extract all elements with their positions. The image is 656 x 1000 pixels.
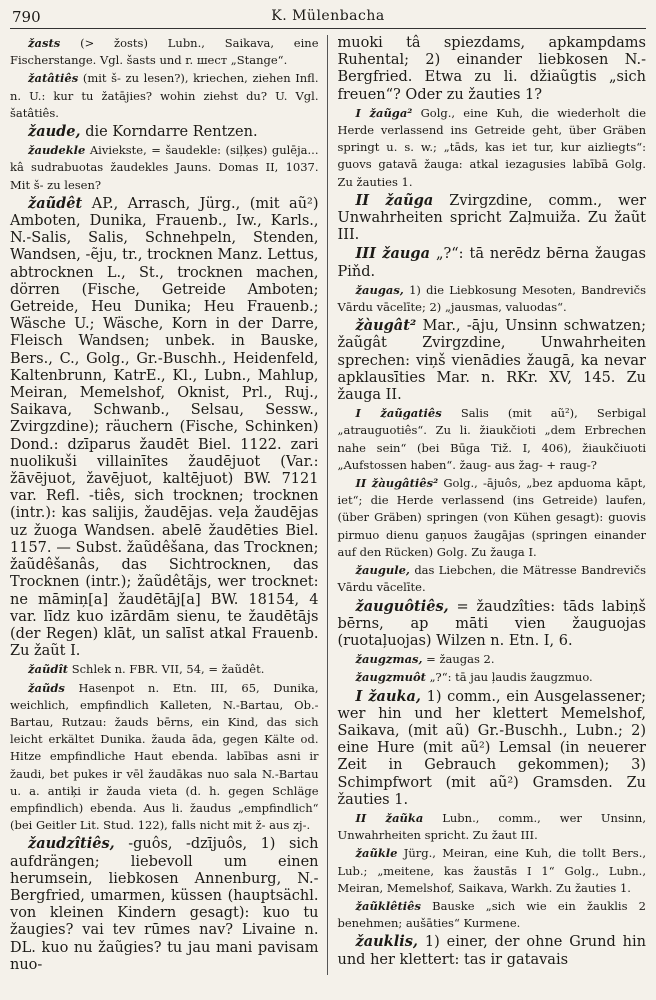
dictionary-entry — [10, 835, 319, 974]
entry-headword: III žauga — [355, 245, 430, 263]
entry-definition: Hasenpot n. Etn. III, 65, Dunika, weichlich, empfindlich Kalleten, N.-Bartau, Ob.-Bartau, Rutzau: žauds bērns, ein Kind, das sich leicht erkältet Dunika. žauda āda, gegen Kälte od. Hitze empfindliche Haut ebenda. labības asni ir žaudi, bet pukes ir vēl žaudākas nuo sala N.-Bartau u. a. antiķi ir žauda vieta (d. h. gegen Schläge empfindlich) ebenda. Aus li. žaudus „empfindlich“ (bei Geitler Lit. Stud. 122), falls nicht mit ž- aus zj-. — [10, 680, 319, 833]
entry-headword: žatâtiês — [28, 71, 79, 86]
two-column-body — [10, 35, 646, 975]
dictionary-entry — [338, 562, 647, 596]
entry-headword: žaugas, — [355, 282, 404, 297]
entry-headword: II žaũka — [355, 810, 424, 825]
entry-definition: die Korndarre Rentzen. — [85, 124, 258, 141]
entry-headword: žaugzmuôt — [355, 670, 426, 685]
entry-definition: 1) einer, der ohne Grund hin und her klettert: tas ir gatavais — [337, 934, 646, 968]
entry-definition: = žaudzîties: tāds labiņš bērns, ap māti vien žauguojas (ruotaļuojas) Wilzen n. Etn. I, 6. — [337, 598, 646, 649]
dictionary-entry — [338, 845, 647, 897]
dictionary-entry — [338, 282, 647, 316]
entry-headword: žauguôtiês, — [355, 597, 449, 615]
left-column — [10, 35, 328, 975]
entry-definition: AP., Arrasch, Jürg., (mit aũ²) Amboten, Dunika, Frauenb., Iw., Karls., N.-Salis, Salis, Schnehpeln, Stenden, Wandsen, -ẽju, tr., trocknen Manz. Lettus, abtrocknen L., St., trocknen machen, dörren (Fische, Getreide Amboten; Getreide, Heu Dunika; Heu Frauenb.; Wäsche U.; Wäsche, Korn in der Darre, Fleisch Wandsen; unbek. in Bauske, Bers., C., Golg., Gr.-Buschh., Heidenfeld, Kaltenbrunn, KatrE., Kl., Lubn., Mahlup, Meiran, Memelshof, Oknist, Prl., Ruj., Saikava, Schwanb., Selsau, Sessw., Zvirgzdine); räuchern (Fische, Schinken) Dond.: dzīparus žaudēt Biel. 1122. zari nuolikuši villainītes žaudējuot (Var.: žāvējuot, žavējuot, kaltējuot) BW. 7121 var. Refl. -tiês, sich trocknen; trocknen (intr.): kas salijis, žaudējas. veļa žaudējas uz žuoga Wandsen. abelē žaudēties Biel. 1157. — Subst. žaũdêšana, das Trocknen; žaũdêšanâs, das Sichtrocknen, das Trocknen (intr.); žaũdêtãjs, wer trocknet: ne māmiņ[a] žaudētāj[a] BW. 18154, 4 var. līdz kuo izārdām sienu, te žaudētājs (der Regen) klāt, un salīst atkal Frauenb. Zu žaũt I. — [10, 195, 319, 660]
entry-definition: Golg., -ājuôs, „bez apduoma kāpt, iet“; die Herde verlassend (ins Getreide) laufen, (über Gräben) springen (von Kühen gesagt): guovis pirmuo dienu gaņuos žaugājas (springen einander auf den Rücken) Golg. Zu žauga I. — [337, 476, 647, 559]
entry-definition: (> žosts) Lubn., Saikava, eine Fischerstange. Vgl. šasts und r. шест „Stange“. — [10, 36, 319, 68]
entry-definition: Aiviekste, = šaudekle: (siļķes) gulēja... kâ sudrabuotas žaudekles Jauns. Domas II, 1037. Mit š- zu lesen? — [10, 143, 319, 192]
entry-definition: Salis (mit aũ²), Serbigal „atrauguotiês“. Zu li. žiaukčioti „dem Erbrechen nahe sein“ (bei Būga Tiž. I, 406), žiaukčiuoti „Aufstossen haben“. žaug- aus žag- + raug-? — [337, 406, 647, 472]
running-title: K. Mülenbacha — [271, 8, 385, 24]
entry-headword: I žauka, — [355, 687, 421, 705]
entry-headword: žàugât² — [355, 317, 417, 335]
dictionary-entry — [10, 680, 319, 835]
entry-headword: žaudzîtiês, — [28, 835, 115, 853]
dictionary-entry — [10, 123, 319, 141]
entry-definition: „?“: tā nerēdz bērna žaugas Piňd. — [337, 246, 646, 280]
entry-headword: žaude, — [28, 123, 81, 141]
entry-definition: Schlek n. FBR. VII, 54, = žaũdêt. — [71, 662, 265, 677]
dictionary-entry — [338, 105, 647, 191]
entry-definition: -guôs, -dzījuôs, 1) sich aufdrängen; liebevoll um einen herumsein, liebkosen Annenburg, N.-Bergfried, umarmen, küssen (hauptsächl. von kleinen Kindern gesagt): kuo tu žaugies? vai tev rūmes nav? Livaine n. DL. kuo nu žaũgies? tu jau mani pavisam nuo- — [10, 836, 319, 973]
dictionary-entry — [338, 245, 647, 280]
entry-definition: „?“: tā jau ļaudis žaugzmuo. — [429, 670, 593, 685]
dictionary-entry — [338, 192, 647, 245]
entry-headword: žaudekle — [28, 143, 86, 158]
entry-headword: II žaũga — [355, 191, 434, 209]
entry-definition: Golg., eine Kuh, die wiederholt die Herde verlassend ins Getreide geht, über Gräben springt u. s. w.; „tāds, kas iet tur, kur aizliegts“: guovs gatavā žauga: atkal iezagusies labībā Golg. Zu žauties 1. — [337, 105, 646, 189]
page-number: 790 — [12, 8, 41, 26]
dictionary-entry — [338, 405, 647, 474]
entry-headword: žauklis, — [355, 933, 418, 951]
entry-definition: Lubn., comm., wer Unsinn, Unwahrheiten spricht. Zu žaut III. — [337, 810, 646, 843]
dictionary-entry — [10, 35, 319, 69]
entry-headword: žaũds — [28, 680, 65, 695]
dictionary-entry — [338, 810, 647, 844]
dictionary-entry — [10, 70, 319, 122]
entry-headword: I žaũgatiês — [355, 406, 442, 421]
entry-headword: žasts — [28, 36, 61, 50]
entry-definition: muoki tâ spiezdams, apkampdams Ruhental; 2) einander liebkosen N.-Bergfried. Etwa zu li. džiaũgtis „sich freuen“? Oder zu žauties 1? — [337, 35, 646, 103]
right-column — [338, 35, 647, 975]
entry-definition: Jürg., Meiran, eine Kuh, die tollt Bers., Lub.; „meitene, kas žaustās I 1“ Golg., Lubn., Meiran, Memelshof, Saikava, Warkh. Zu žauties 1. — [337, 846, 646, 895]
entry-headword: žaũklêtiês — [355, 898, 421, 913]
entry-definition: Zvirgzdine, comm., wer Unwahrheiten spricht Zaļmuiža. Zu žaũt III. — [337, 192, 647, 244]
entry-headword: žaũkle — [355, 846, 398, 861]
entry-definition: Mar., -āju, Unsinn schwatzen; žaũgât Zvirgzdine, Unwahrheiten sprechen: viņš vienādies žaugā, ka nevar apklausīties Mar. n. RKr. XV, 145. Zu žauga II. — [337, 318, 647, 404]
entry-headword: žaũdît — [28, 662, 69, 677]
entry-definition: 1) die Liebkosung Mesoten, Bandrevičs Vārdu vācelīte; 2) „jausmas, valuodas“. — [337, 282, 647, 315]
dictionary-entry — [338, 35, 647, 104]
dictionary-entry — [338, 317, 647, 404]
entry-headword: žaũdêt — [28, 194, 83, 212]
dictionary-entry — [338, 475, 647, 561]
entry-headword: žaugule, — [355, 563, 410, 578]
entry-definition: = žaugas 2. — [426, 652, 495, 667]
dictionary-entry — [338, 651, 647, 668]
entry-definition: (mit š- zu lesen?), kriechen, ziehen Infl. n. U.: kur tu žatājies? wohin ziehst du? U. Vgl. šatâtiês. — [10, 71, 319, 120]
entry-definition: Bauske „sich wie ein žauklis 2 benehmen; aušāties“ Kurmene. — [337, 898, 647, 931]
dictionary-entry — [338, 898, 647, 932]
entry-headword: žaugzmas, — [355, 652, 423, 667]
dictionary-entry — [338, 688, 647, 809]
entry-headword: II žàugâtiês² — [355, 476, 439, 491]
entry-definition: das Liebchen, die Mätresse Bandrevičs Vārdu vācelīte. — [337, 563, 647, 595]
dictionary-entry — [338, 933, 647, 968]
dictionary-entry — [338, 598, 647, 651]
entry-definition: 1) comm., ein Ausgelassener; wer hin und her klettert Memelshof, Saikava, (mit aũ) Gr.-Buschh., Lubn.; 2) eine Hure (mit aũ²) Lemsal (in neuerer Zeit in Gebrauch gekommen); 3) Schimpfwort (mit aũ²) Gramsden. Zu žauties 1. — [337, 688, 646, 808]
page-header — [10, 6, 646, 29]
dictionary-entry — [10, 195, 319, 660]
entry-headword: I žaũga² — [355, 105, 413, 120]
dictionary-entry — [10, 142, 319, 194]
dictionary-entry — [10, 661, 319, 678]
dictionary-entry — [338, 669, 647, 686]
